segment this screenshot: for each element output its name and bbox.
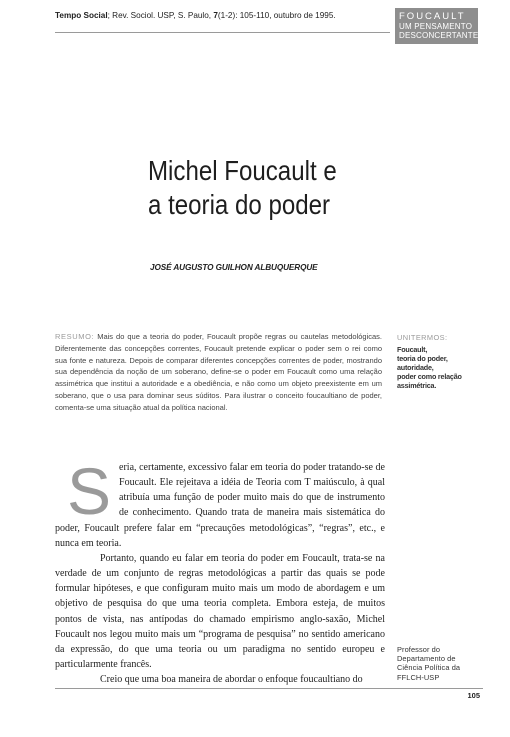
header-rule bbox=[55, 32, 390, 33]
section-tag bbox=[395, 8, 478, 44]
author-name: JOSÉ AUGUSTO GUILHON ALBUQUERQUE bbox=[150, 263, 318, 272]
abstract-text: Mais do que a teoria do poder, Foucault propõe regras ou cautelas metodológicas. Diferentemente das concepções correntes, Foucault pretende explicar o poder sem o rei como sua fonte e natureza. Depois de comparar diferentes concepções correntes de poder, mostrando sua dependência da noção de um soberano, define-se o poder em Foucault como uma relação assimétrica que institui a autoridade e a obediência, e não como um objeto preexistente em um soberano, que o usa para dominar seus súditos. Para ilustrar o conceito foucaultiano de poder, comenta-se uma situação atual da política nacional. bbox=[55, 332, 382, 412]
keyword-item: Foucault, bbox=[397, 345, 428, 354]
citation-middle: ; Rev. Sociol. USP, S. Paulo, bbox=[107, 11, 214, 20]
footer-rule bbox=[55, 688, 483, 689]
volume-number: 7 bbox=[213, 11, 218, 20]
page-number: 105 bbox=[467, 691, 480, 700]
section-tag-line2: UM PENSAMENTO bbox=[399, 22, 473, 31]
journal-name: Tempo Social bbox=[55, 11, 108, 20]
keyword-item: teoria do poder, bbox=[397, 354, 448, 363]
section-tag-line3: DESCONCERTANTE bbox=[399, 31, 479, 40]
keyword-item: assimétrica. bbox=[397, 381, 437, 390]
paragraph-3: Creio que uma boa maneira de abordar o enfoque foucaultiano do bbox=[100, 674, 363, 686]
section-tag-line1: FOUCAULT bbox=[399, 11, 466, 22]
author-affiliation: Professor do Departamento de Ciência Política da FFLCH-USP bbox=[397, 645, 461, 682]
paragraph-2: Portanto, quando eu falar em teoria do poder em Foucault, trata-se na verdade de um conjunto de regras metodológicas a partir das quais se pode formular hipóteses, e que configuram muito mais um modo de abordagem e um objetivo de pesquisa do que uma teoria completa. Embora esteja, de muitos pontos de vista, nas antípodas do chamado empirismo anglo-saxão, Michel Foucault nos legou muito mais um “programa de pesquisa” no sentido americano da expressão, do que uma teoria ou um paradigma no sentido europeu e particularmente francês. bbox=[55, 552, 385, 671]
abstract-label: RESUMO: bbox=[55, 332, 95, 341]
paragraph-1 bbox=[55, 454, 385, 551]
journal-citation bbox=[55, 11, 385, 20]
citation-end: (1-2): 105-110, outubro de 1995. bbox=[217, 11, 336, 20]
keyword-item: poder como relação bbox=[397, 372, 462, 381]
abstract bbox=[55, 331, 382, 414]
title-line-1: Michel Foucault e bbox=[148, 155, 337, 186]
article-body bbox=[55, 454, 385, 687]
article-title bbox=[148, 154, 372, 222]
title-line-2: a teoria do poder bbox=[148, 189, 331, 220]
keywords-label: UNITERMOS: bbox=[397, 333, 448, 342]
drop-cap: S bbox=[67, 454, 112, 528]
paragraph-1-text: eria, certamente, excessivo falar em teoria do poder tratando-se de Foucault. Ele rejeitava a idéia de Teoria com T maiúsculo, à qual atribuía uma função de poder muito mais do que de instrumento de conhecimento. Quando trata de maneira mais sistemática do poder, Foucault prefere falar em “precauções metodológicas”, “regras”, etc., e nunca em teoria. bbox=[55, 462, 385, 549]
keyword-item: autoridade, bbox=[397, 363, 434, 372]
keywords bbox=[397, 333, 482, 390]
